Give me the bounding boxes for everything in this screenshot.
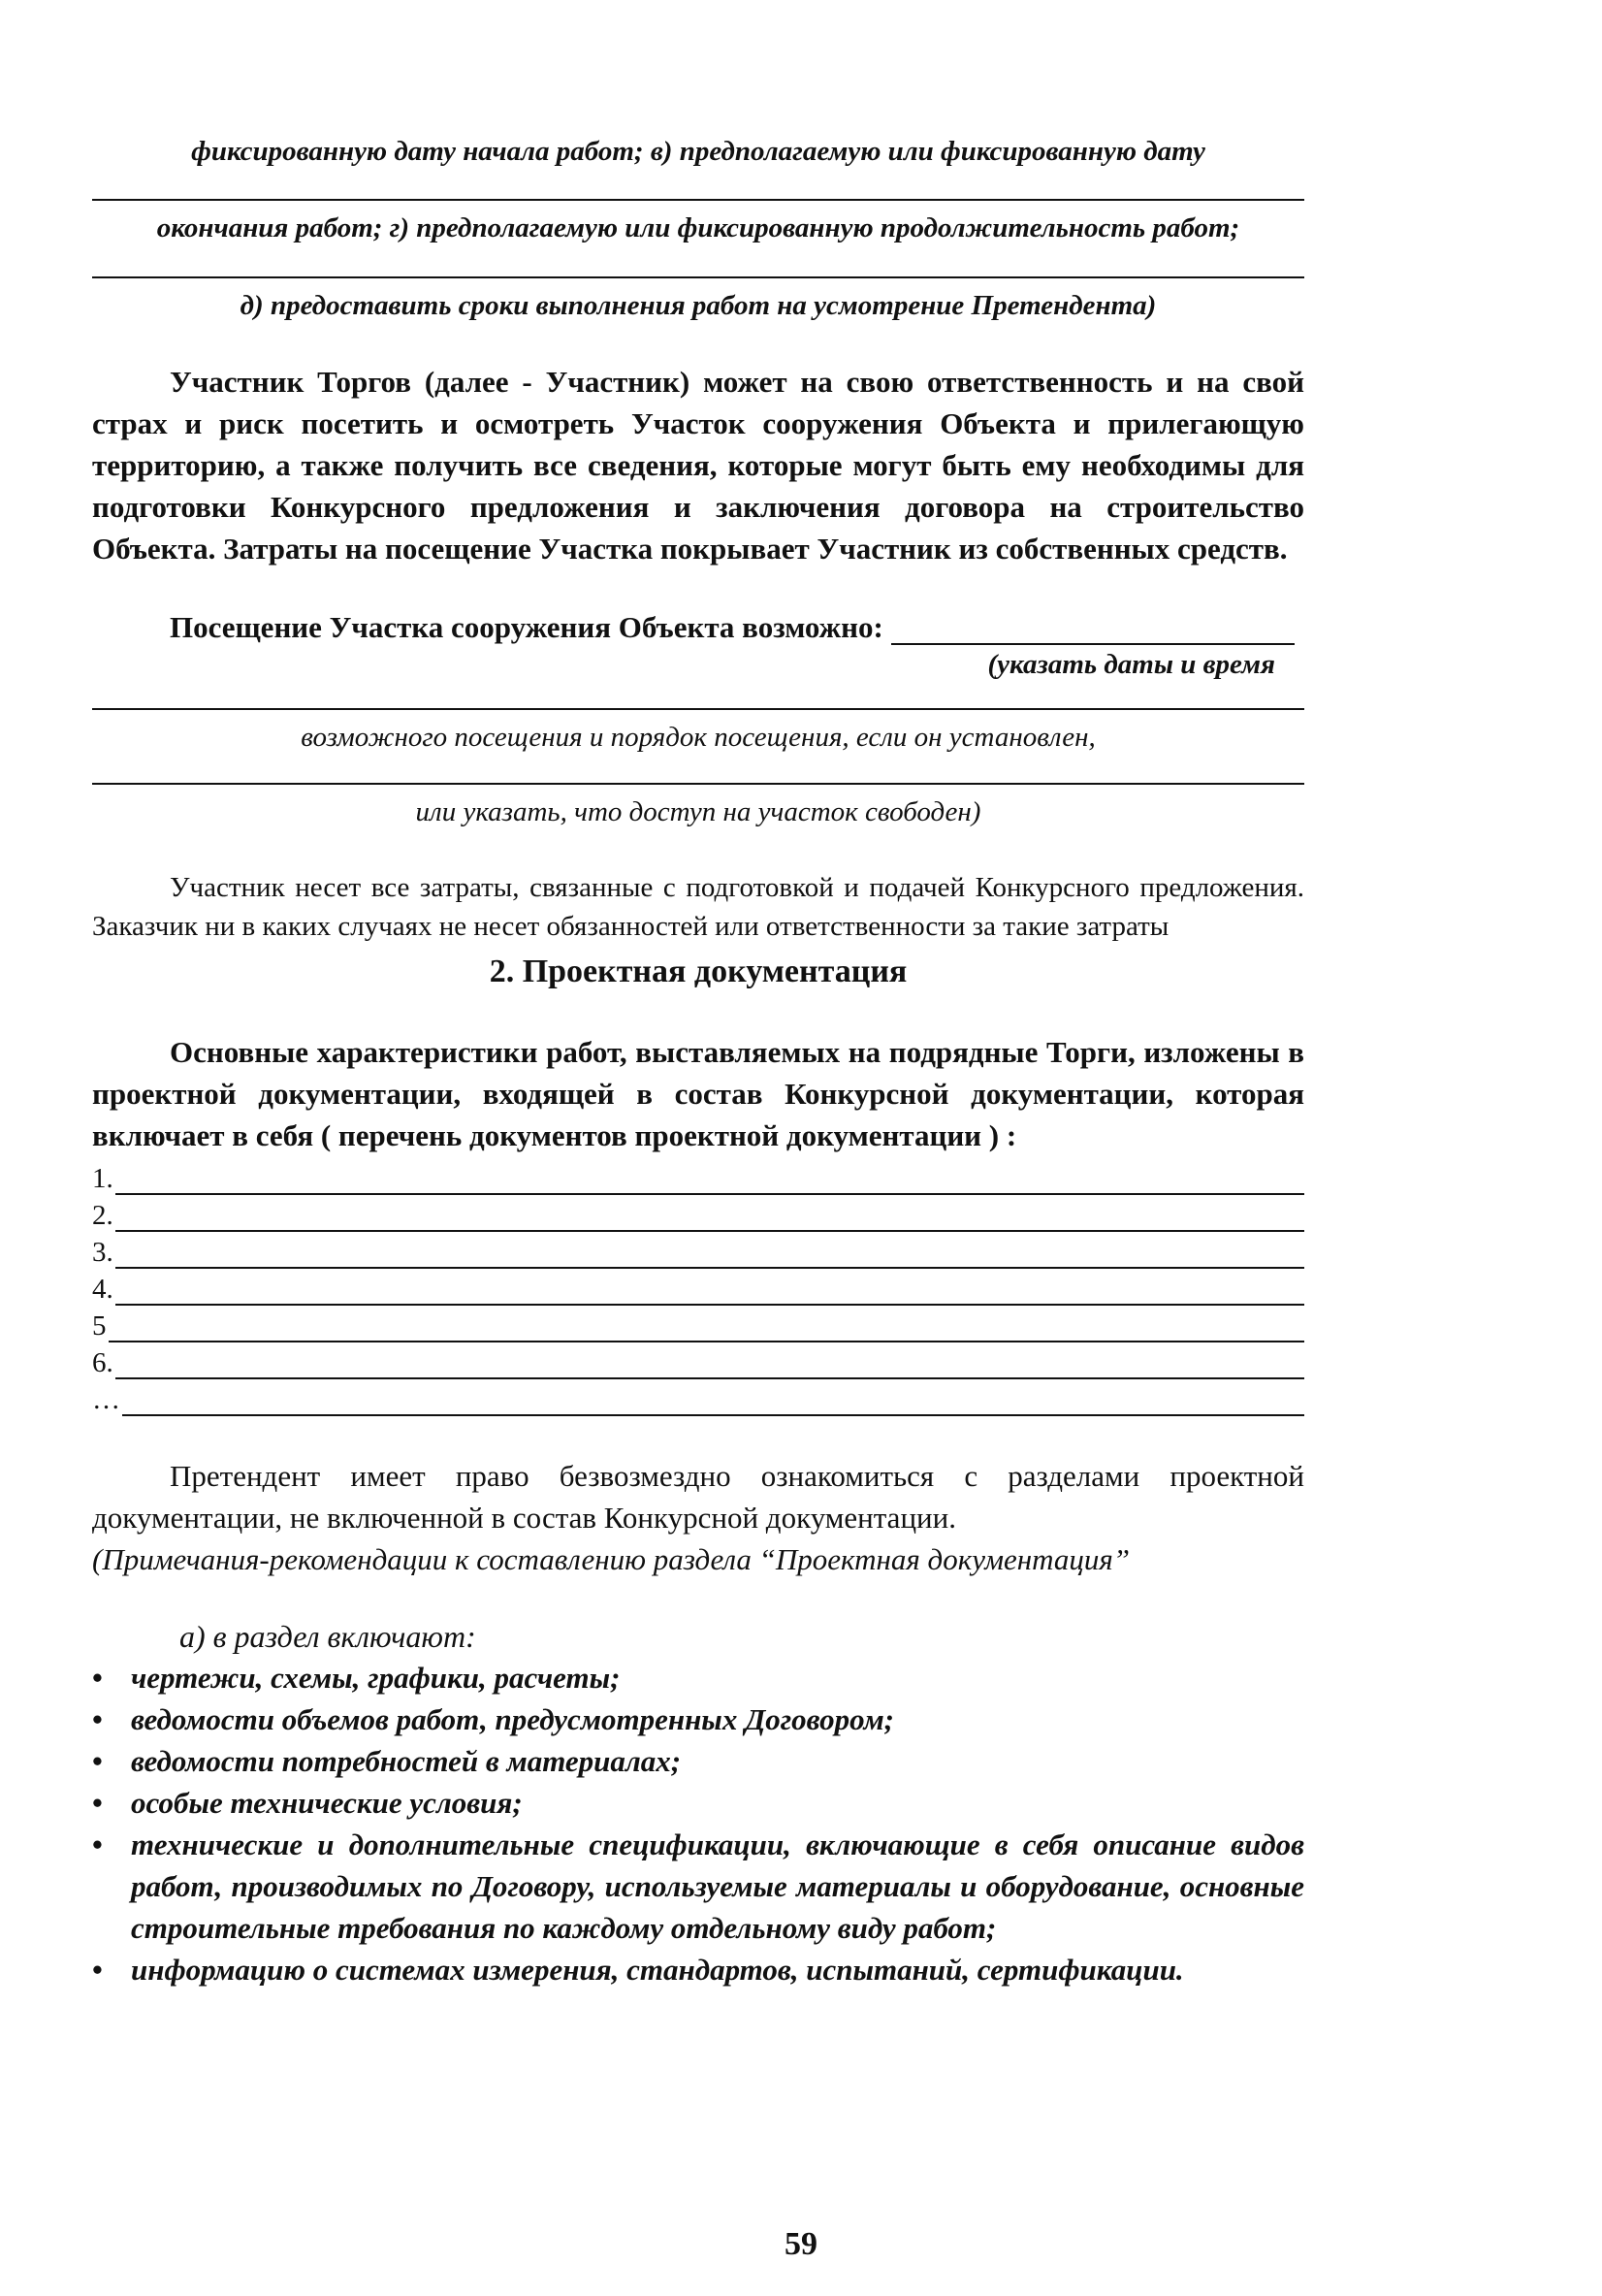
visit-line-2 xyxy=(92,708,1304,710)
doc-list-item xyxy=(92,1195,1304,1232)
fill-caption-3: д) предоставить сроки выполнения работ на усмотрение Претендента) xyxy=(240,289,1157,321)
include-list-item: • информацию о системах измерения, стандартов, испытаний, сертификации. xyxy=(92,1949,1304,1990)
paragraph-design-docs: Основные характеристики работ, выставляемых на подрядные Торги, изложены в проектной документации, входящей в состав Конкурсной документации, которая включает в себя ( перечень документов проектной документации ) : xyxy=(92,1034,1304,1152)
include-list-item: • ведомости объемов работ, предусмотренных Договором; xyxy=(92,1698,1304,1740)
doc-list-number: … xyxy=(92,1383,120,1415)
paragraph-site-visit: Участник Торгов (далее - Участник) может на свою ответственность и на свой страх и риск посетить и осмотреть Участок сооружения Объекта и прилегающую территорию, а также получить все сведения, которые могут быть ему необходимы для подготовки Конкурсного предложения и заключения договора на строительство Объекта. Затраты на посещение Участка покрывает Участник из собственных средств. xyxy=(92,365,1304,566)
visit-row xyxy=(92,610,1304,645)
doc-list-item xyxy=(92,1379,1304,1416)
include-list-item: • чертежи, схемы, графики, расчеты; xyxy=(92,1657,1304,1698)
doc-list-item xyxy=(92,1269,1304,1306)
section-title: 2. Проектная документация xyxy=(489,953,908,989)
include-subheading: а) в раздел включают: xyxy=(179,1618,476,1654)
fill-caption-1: фиксированную дату начала работ; в) предполагаемую или фиксированную дату xyxy=(191,136,1205,167)
fill-line-2 xyxy=(92,276,1304,278)
bullet-icon: • xyxy=(92,1952,103,1987)
doc-list-item xyxy=(92,1158,1304,1195)
doc-list-number: 4. xyxy=(92,1273,113,1305)
visit-label: Посещение Участка сооружения Объекта возможно: xyxy=(170,610,883,645)
bullet-icon: • xyxy=(92,1660,103,1695)
doc-list-number: 5 xyxy=(92,1310,107,1342)
include-list-item: • особые технические условия; xyxy=(92,1782,1304,1824)
visit-blank-line xyxy=(891,614,1295,645)
doc-list-number: 1. xyxy=(92,1162,113,1194)
doc-list-number: 6. xyxy=(92,1346,113,1378)
include-list xyxy=(92,1657,1304,1990)
paragraph-right-to-review: Претендент имеет право безвозмездно ознакомиться с разделами проектной документации, не включенной в состав Конкурсной документации. xyxy=(92,1458,1304,1535)
bullet-icon: • xyxy=(92,1827,103,1861)
bullet-icon: • xyxy=(92,1701,103,1736)
doc-list-item xyxy=(92,1232,1304,1269)
document-page xyxy=(92,136,1304,1990)
doc-list-number: 2. xyxy=(92,1199,113,1231)
doc-list-number: 3. xyxy=(92,1236,113,1268)
paragraph-costs: Участник несет все затраты, связанные с подготовкой и подачей Конкурсного предложения. Заказчик ни в каких случаях не несет обязанностей или ответственности за такие затраты xyxy=(92,871,1304,942)
doc-list-item xyxy=(92,1342,1304,1379)
include-list-item: • технические и дополнительные спецификации, включающие в себя описание видов работ, производимых по Договору, используемые материалы и оборудование, основные строительные требования по каждому отдельному виду работ; xyxy=(92,1824,1304,1949)
include-list-item: • ведомости потребностей в материалах; xyxy=(92,1740,1304,1782)
doc-list xyxy=(92,1158,1304,1416)
doc-list-item xyxy=(92,1306,1304,1342)
visit-note-1: (указать даты и время xyxy=(987,649,1275,681)
bullet-icon: • xyxy=(92,1743,103,1778)
fill-line-1 xyxy=(92,199,1304,201)
page-number: 59 xyxy=(785,2226,817,2262)
visit-note-2: возможного посещения и порядок посещения, если он установлен, xyxy=(301,722,1096,754)
visit-line-3 xyxy=(92,783,1304,785)
visit-note-3: или указать, что доступ на участок свободен) xyxy=(415,796,981,828)
fill-caption-2: окончания работ; г) предполагаемую или фиксированную продолжительность работ; xyxy=(156,212,1240,244)
notes-heading: (Примечания-рекомендации к составлению раздела “Проектная документация” xyxy=(92,1541,1131,1576)
bullet-icon: • xyxy=(92,1785,103,1820)
